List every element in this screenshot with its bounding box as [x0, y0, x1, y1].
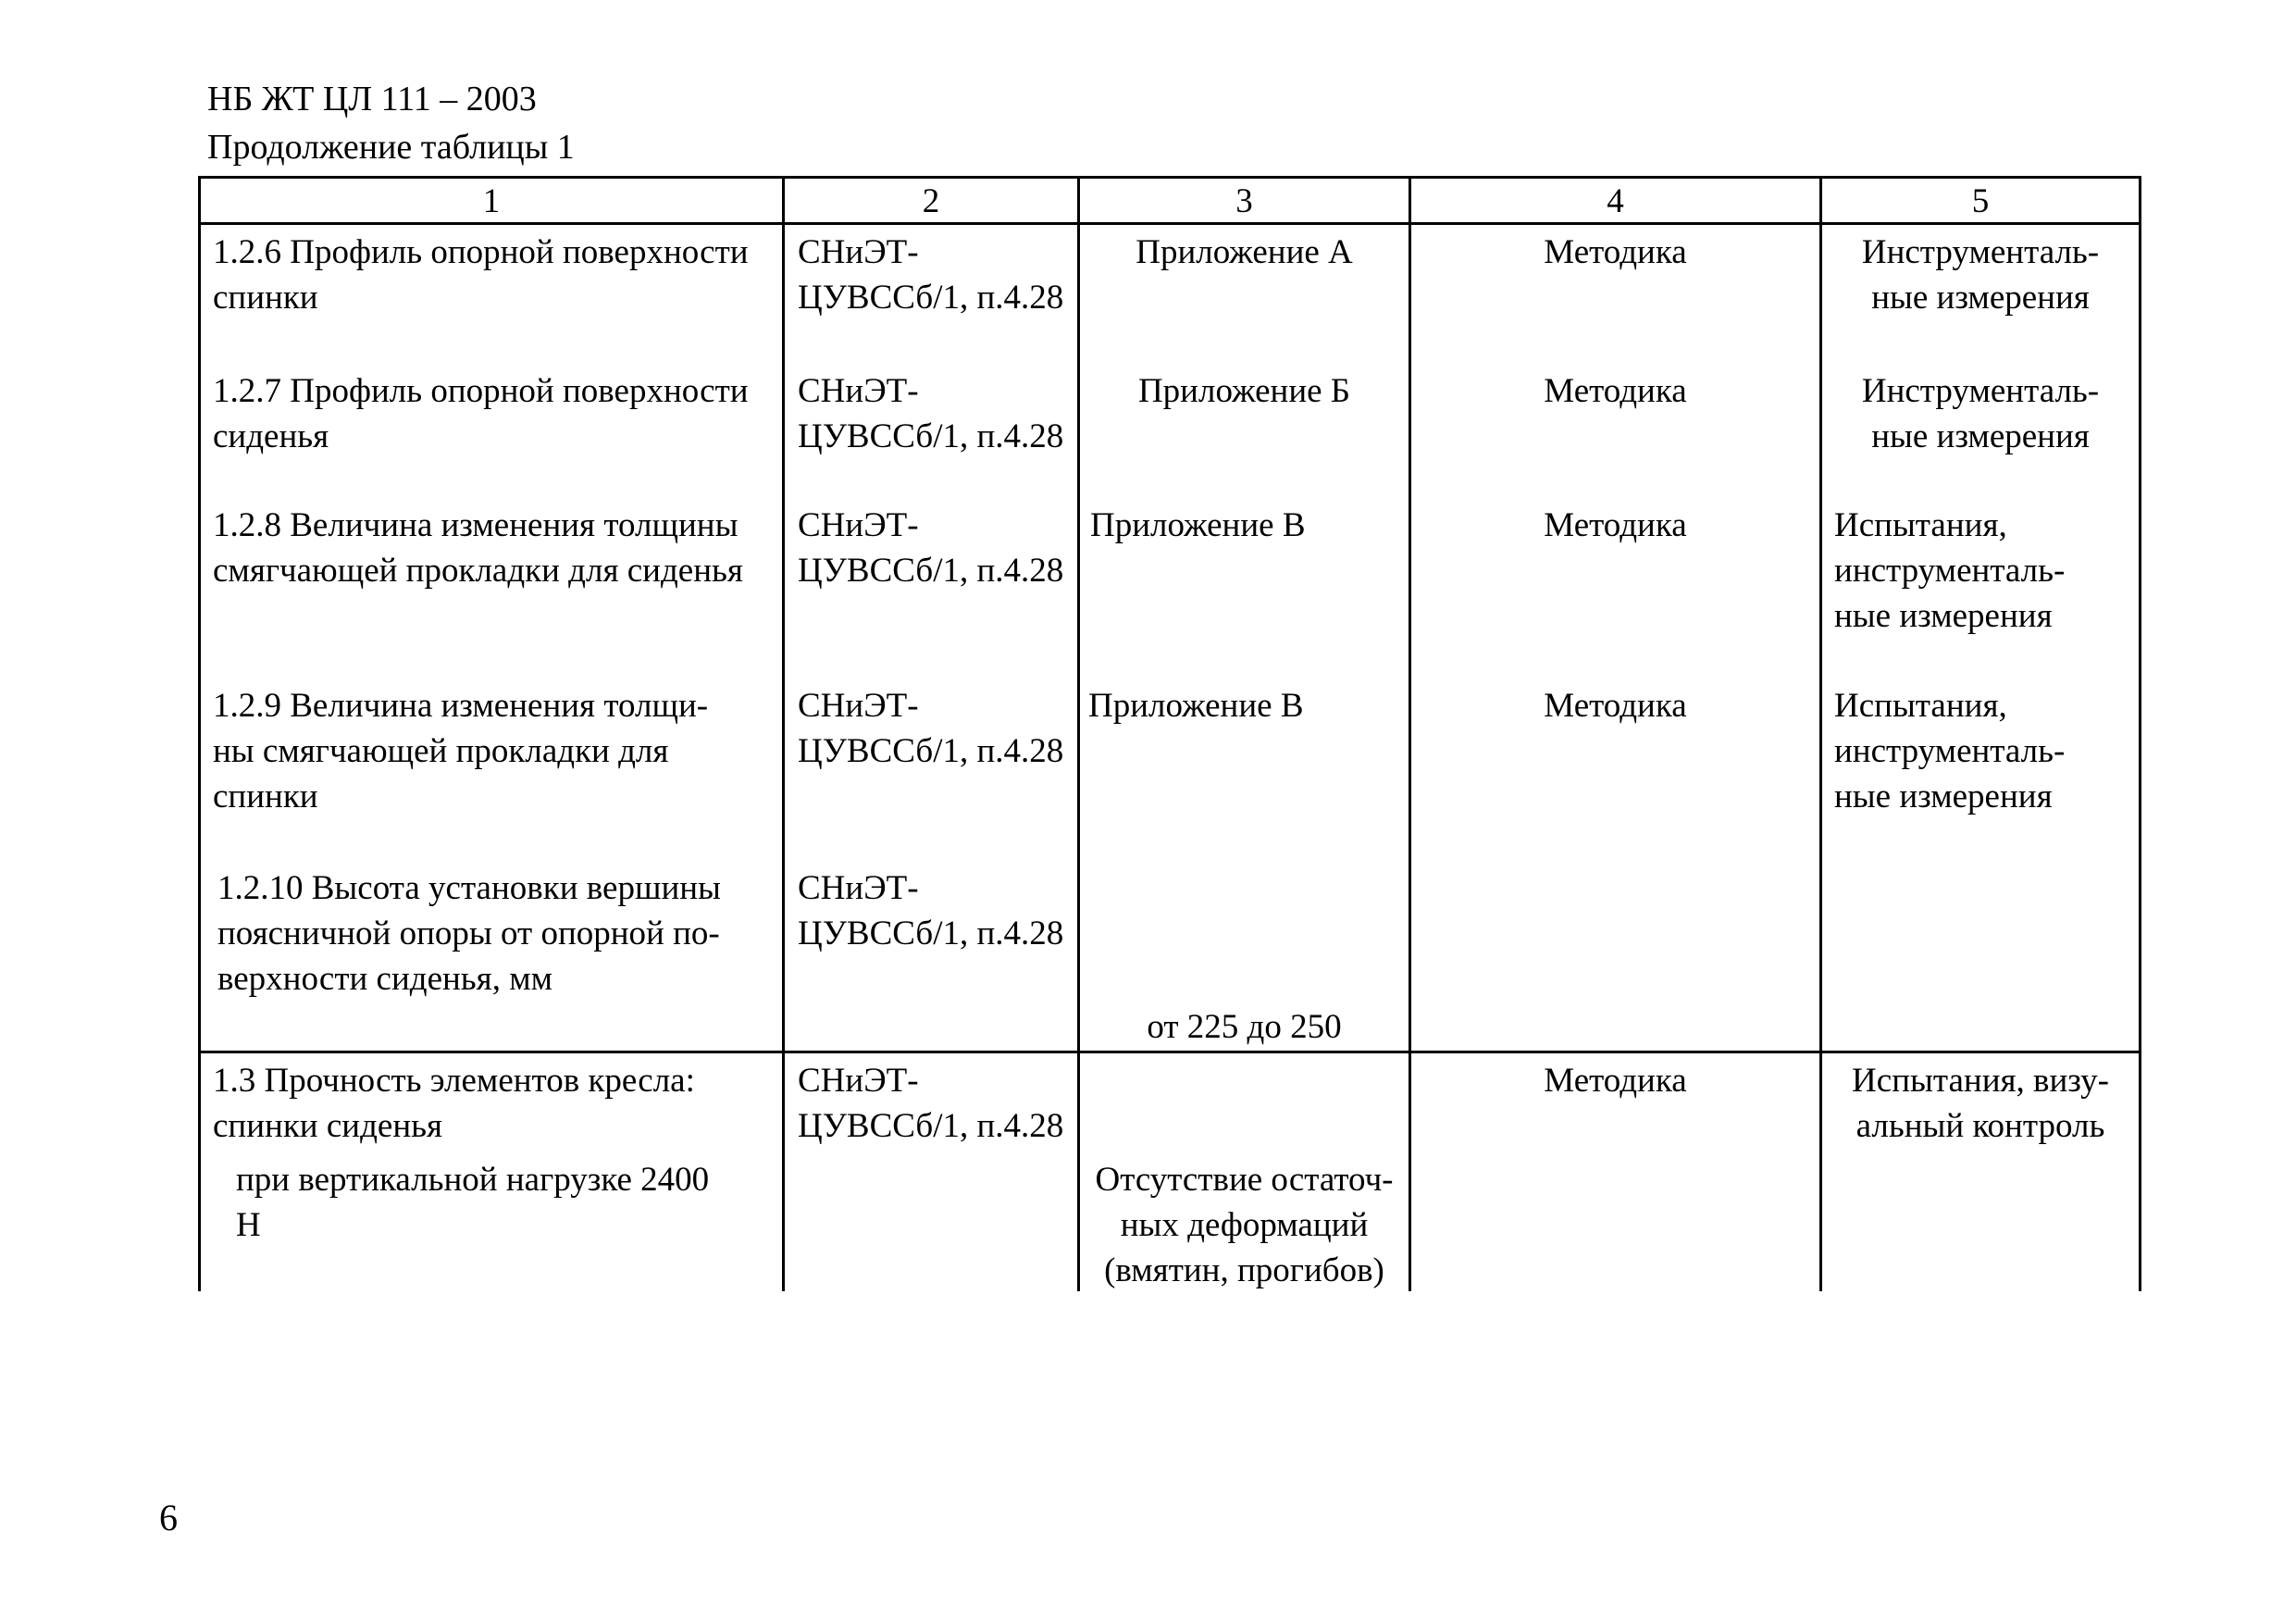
row-1-2-6-requirement: Приложение А	[1136, 233, 1353, 271]
row-1-2-7-method: Методика	[1544, 372, 1687, 410]
row-1-2-9-method: Методика	[1544, 687, 1687, 725]
row-1-2-9-requirement: Приложение В	[1088, 687, 1304, 725]
row-1-2-10-reference: СНиЭТ- ЦУВССб/1, п.4.28	[798, 869, 1064, 952]
row-1-2-6-name: 1.2.6 Профиль опорной поверхности спинки	[213, 233, 749, 317]
section-divider	[198, 1051, 2141, 1053]
row-1-3-name: 1.3 Прочность элементов кресла: спинки сиденья	[213, 1062, 695, 1145]
table-right-border	[2139, 176, 2141, 1291]
row-1-2-8-method: Методика	[1544, 506, 1687, 544]
col-divider-3	[1409, 176, 1411, 1291]
table-left-border	[198, 176, 201, 1291]
column-number-1: 1	[482, 182, 501, 220]
row-1-2-7-control: Инструменталь- ные измерения	[1861, 372, 2100, 455]
col-divider-1	[782, 176, 785, 1291]
page-number: 6	[159, 1497, 178, 1538]
document-code: НБ ЖТ ЦЛ 111 – 2003	[207, 80, 537, 118]
row-1-2-7-requirement: Приложение Б	[1137, 372, 1351, 410]
column-number-4: 4	[1607, 182, 1624, 220]
row-1-2-7-reference: СНиЭТ- ЦУВССб/1, п.4.28	[798, 372, 1064, 455]
row-1-2-6-method: Методика	[1544, 233, 1687, 271]
column-number-3: 3	[1235, 182, 1253, 220]
row-1-2-6-reference: СНиЭТ- ЦУВССб/1, п.4.28	[798, 233, 1064, 317]
row-1-3-requirement: Отсутствие остаточ- ных деформаций (вмятин, прогибов)	[1095, 1161, 1394, 1289]
row-1-3-method: Методика	[1544, 1062, 1687, 1100]
row-1-2-9-name: 1.2.9 Величина изменения толщи- ны смягчающей прокладки для спинки	[213, 687, 709, 815]
row-1-2-6-control: Инструменталь- ные измерения	[1861, 233, 2100, 317]
column-number-5: 5	[1971, 182, 1990, 220]
row-1-2-8-requirement: Приложение В	[1090, 506, 1306, 544]
col-divider-2	[1077, 176, 1080, 1291]
table-continuation-caption: Продолжение таблицы 1	[207, 128, 575, 167]
row-1-2-9-reference: СНиЭТ- ЦУВССб/1, п.4.28	[798, 687, 1064, 770]
row-1-2-10-name: 1.2.10 Высота установки вершины поясничной опоры от опорной по- верхности сиденья, мм	[217, 869, 721, 998]
row-1-3-subitem: при вертикальной нагрузке 2400 Н	[236, 1161, 710, 1244]
row-1-2-8-name: 1.2.8 Величина изменения толщины смягчающей прокладки для сиденья	[213, 506, 743, 590]
row-1-3-reference: СНиЭТ- ЦУВССб/1, п.4.28	[798, 1062, 1064, 1145]
row-1-2-7-name: 1.2.7 Профиль опорной поверхности сиденья	[213, 372, 749, 455]
row-1-2-10-requirement: от 225 до 250	[1147, 1008, 1342, 1046]
row-1-2-8-control: Испытания, инструменталь- ные измерения	[1834, 506, 2066, 635]
row-1-2-9-control: Испытания, инструменталь- ные измерения	[1834, 687, 2066, 815]
row-1-3-control: Испытания, визу- альный контроль	[1852, 1062, 2109, 1145]
row-1-2-8-reference: СНиЭТ- ЦУВССб/1, п.4.28	[798, 506, 1064, 590]
column-number-2: 2	[922, 182, 940, 220]
